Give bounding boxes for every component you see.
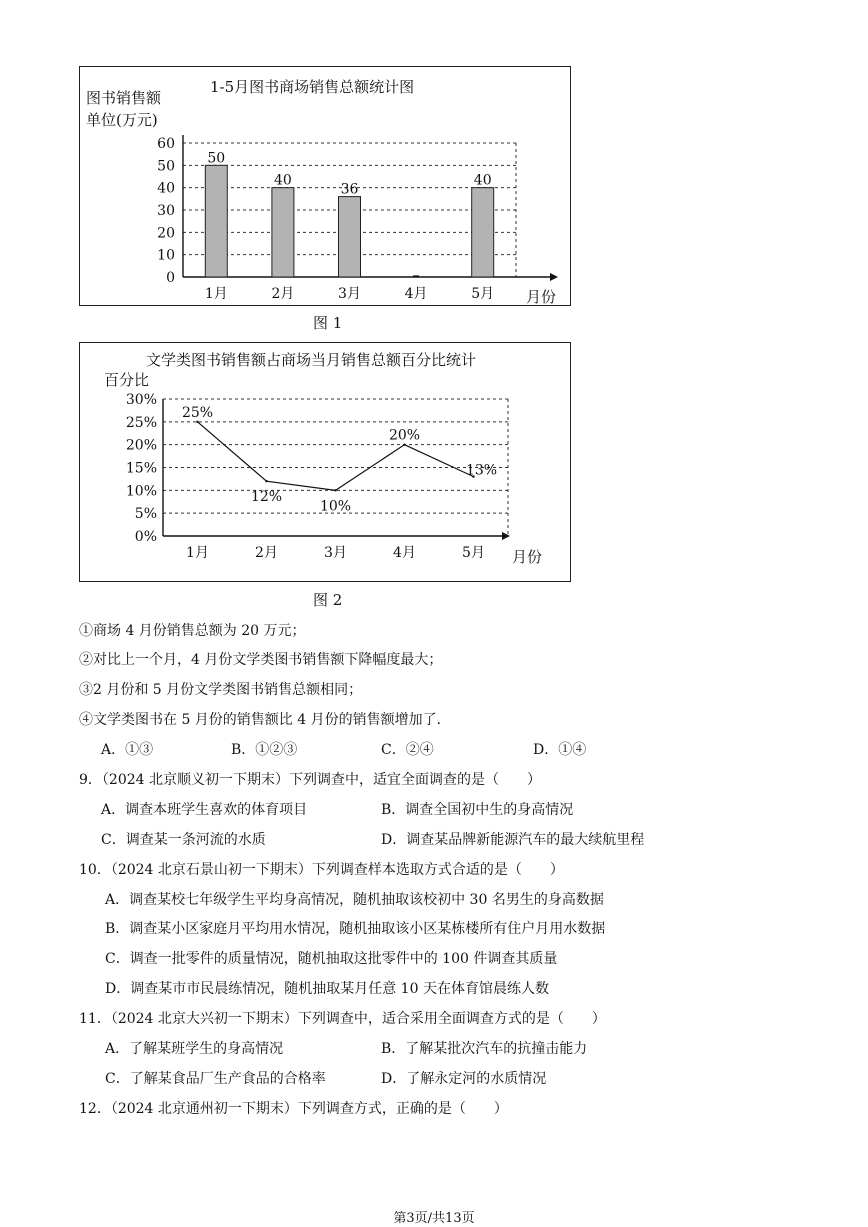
chart2-x-axis-arrow	[502, 532, 510, 540]
chart1-ytick-label: 40	[157, 180, 175, 197]
q8-option-d: D．①④	[533, 742, 587, 758]
q11-option-d: D．了解永定河的水质情况	[381, 1071, 547, 1087]
chart2-xtick-label: 2月	[255, 545, 278, 561]
chart1-title: 1-5月图书商场销售总额统计图	[210, 78, 415, 96]
statement-3: ③2 月份和 5 月份文学类图书销售总额相同；	[79, 682, 363, 698]
q9-stem: 9．（2024 北京顺义初一下期末）下列调查中，适宜全面调查的是（ ）	[79, 772, 541, 788]
chart2-data-label: 12%	[250, 489, 283, 506]
chart2-title: 文学类图书销售额占商场当月销售总额百分比统计	[146, 351, 477, 369]
chart2-series-line	[198, 422, 474, 490]
q12-stem: 12．（2024 北京通州初一下期末）下列调查方式，正确的是（ ）	[79, 1101, 508, 1117]
chart2-point	[334, 489, 336, 491]
chart2-xtick-label: 5月	[462, 545, 485, 561]
chart2-ylabel: 百分比	[104, 371, 150, 389]
chart2-data-label: 10%	[319, 498, 352, 515]
chart1-xtick-label: 1月	[204, 286, 228, 302]
statement-4: ④文学类图书在 5 月份的销售额比 4 月份的销售额增加了．	[79, 712, 451, 728]
chart1-bar	[272, 188, 294, 277]
q8-option-a: A．①③	[101, 742, 154, 758]
chart1-data-label: 36	[340, 181, 359, 198]
chart1-ytick-label: 20	[157, 225, 175, 242]
page-footer: 第3页/共13页	[393, 1211, 475, 1226]
chart2-point	[265, 480, 267, 482]
chart1-ytick-label: 30	[157, 203, 175, 219]
chart2-ytick-label: 20%	[125, 437, 157, 454]
q8-option-c: C．②④	[381, 742, 434, 758]
chart2-xtick-label: 4月	[393, 545, 416, 561]
statement-1: ①商场 4 月份销售总额为 20 万元；	[79, 623, 306, 639]
chart1-ylabel-line1: 图书销售额	[86, 89, 162, 107]
chart1-bar	[205, 165, 227, 277]
chart2-data-label: 20%	[388, 427, 421, 444]
chart2-xtick-label: 1月	[186, 545, 209, 561]
chart1-ytick-label: 10	[157, 247, 175, 264]
chart1-xtick-label: 2月	[271, 286, 295, 302]
chart1-x-axis-arrow	[550, 273, 558, 281]
chart1-ylabel-line2: 单位(万元)	[86, 111, 158, 129]
chart2-ytick-label: 5%	[134, 506, 157, 523]
chart1-xtick-label: 5月	[471, 286, 495, 302]
chart2-ytick-label: 0%	[134, 529, 157, 545]
figure-2-caption: 图 2	[313, 591, 343, 609]
chart2-xlabel: 月份	[512, 548, 543, 566]
figure-1-caption: 图 1	[313, 314, 343, 332]
q9-option-d: D．调查某品牌新能源汽车的最大续航里程	[381, 832, 645, 848]
q11-option-c: C．了解某食品厂生产食品的合格率	[105, 1071, 326, 1087]
chart1-ytick-label: 0	[166, 270, 175, 286]
chart1-ytick-label: 60	[157, 136, 175, 152]
q9-option-c: C．调查某一条河流的水质	[101, 832, 266, 848]
q9-option-b: B．调查全国初中生的身高情况	[381, 802, 574, 818]
chart1-data-label: 50	[207, 150, 226, 167]
chart2-xtick-label: 3月	[324, 545, 347, 561]
chart1-xtick-label: 4月	[404, 286, 428, 302]
chart1-bar	[339, 197, 361, 277]
q10-stem: 10．（2024 北京石景山初一下期末）下列调查样本选取方式合适的是（ ）	[79, 862, 564, 878]
figure-1-bar-chart	[79, 66, 571, 306]
q10-option-c: C．调查一批零件的质量情况，随机抽取这批零件中的 100 件调查其质量	[105, 951, 558, 967]
q11-stem: 11．（2024 北京大兴初一下期末）下列调查中，适合采用全面调查方式的是（ ）	[79, 1011, 606, 1027]
chart2-ytick-label: 10%	[125, 483, 157, 500]
chart2-ytick-label: 15%	[125, 460, 157, 477]
chart2-data-label: 25%	[181, 404, 214, 421]
chart2-ytick-label: 30%	[125, 392, 157, 408]
chart1-ytick-label: 50	[157, 158, 175, 175]
chart2-data-label: 13%	[465, 462, 498, 479]
chart2-ytick-label: 25%	[125, 414, 157, 431]
chart1-bar	[472, 188, 494, 277]
chart2-point	[403, 443, 405, 445]
q8-option-b: B．①②③	[231, 742, 298, 758]
statement-2: ②对比上一个月，4 月份文学类图书销售额下降幅度最大；	[79, 652, 443, 668]
q11-option-a: A．了解某班学生的身高情况	[105, 1041, 284, 1057]
q10-option-a: A．调查某校七年级学生平均身高情况，随机抽取该校初中 30 名男生的身高数据	[105, 892, 604, 908]
q11-option-b: B．了解某批次汽车的抗撞击能力	[381, 1041, 588, 1057]
line-chart-svg	[80, 343, 570, 581]
chart2-point	[196, 421, 198, 423]
chart1-xlabel: 月份	[526, 288, 557, 305]
q10-option-d: D．调查某市市民晨练情况，随机抽取某月任意 10 天在体育馆晨练人数	[105, 981, 549, 997]
chart1-data-label: 40	[473, 172, 492, 189]
chart1-data-label: 40	[273, 172, 292, 189]
q9-option-a: A．调查本班学生喜欢的体育项目	[101, 802, 308, 818]
chart1-xtick-label: 3月	[338, 286, 361, 302]
figure-2-line-chart	[79, 342, 571, 582]
q10-option-b: B．调查某小区家庭月平均用水情况，随机抽取该小区某栋楼所有住户月用水数据	[105, 921, 606, 937]
bar-chart-svg	[80, 67, 570, 305]
